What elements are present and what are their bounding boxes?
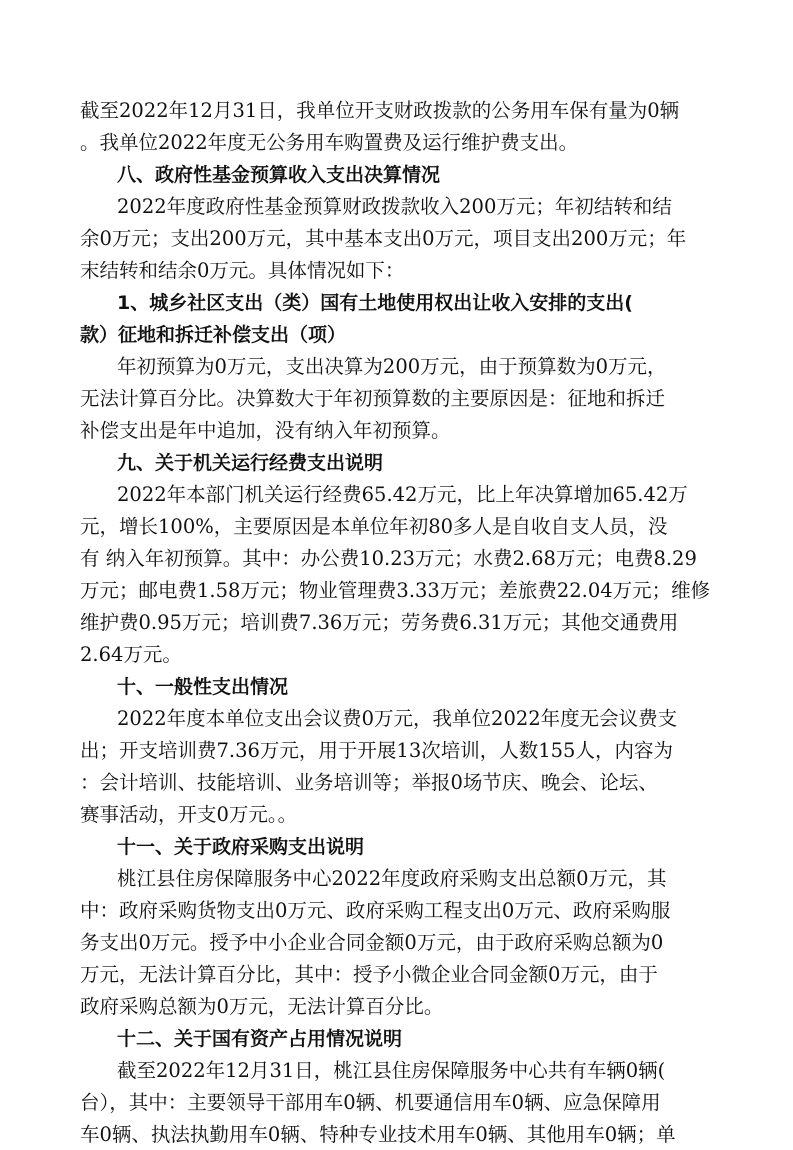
paragraph-line: 截至2022年12月31日，桃江县住房保障服务中心共有车辆0辆( <box>117 1059 666 1082</box>
paragraph-line: 2022年度本单位支出会议费0万元，我单位2022年度无会议费支 <box>117 707 678 730</box>
subsection-heading: 1、城乡社区支出（类）国有土地使用权出让收入安排的支出( <box>117 292 633 314</box>
paragraph-line: 出；开支培训费7.36万元，用于开展13次培训，人数155人，内容为 <box>80 739 673 762</box>
paragraph-line: 余0万元；支出200万元，其中基本支出0万元，项目支出200万元；年 <box>80 227 687 250</box>
paragraph-line: 万元；邮电费1.58万元；物业管理费3.33万元；差旅费22.04万元；维修 <box>80 579 711 602</box>
section-heading: 十二、关于国有资产占用情况说明 <box>117 1028 403 1050</box>
paragraph-line: 车0辆、执法执勤用车0辆、特种专业技术用车0辆、其他用车0辆；单 <box>80 1123 676 1146</box>
paragraph-line: 元，增长100%，主要原因是本单位年初80多人是自收自支人员，没 <box>80 515 668 538</box>
paragraph-line: 务支出0万元。授予中小企业合同金额0万元，由于政府采购总额为0 <box>80 931 664 954</box>
section-heading: 十、一般性支出情况 <box>117 676 289 698</box>
paragraph-line: 年初预算为0万元，支出决算为200万元，由于预算数为0万元， <box>117 355 667 378</box>
paragraph-line: 有 纳入年初预算。其中：办公费10.23万元；水费2.68万元；电费8.29 <box>80 547 697 570</box>
paragraph-line: 维护费0.95万元；培训费7.36万元；劳务费6.31万元；其他交通费用 <box>80 611 679 634</box>
paragraph-line: 2.64万元。 <box>80 643 182 666</box>
paragraph-line: 2022年度政府性基金预算财政拨款收入200万元；年初结转和结 <box>117 195 672 218</box>
paragraph-line: 末结转和结余0万元。具体情况如下： <box>80 259 405 282</box>
paragraph-line: 中：政府采购货物支出0万元、政府采购工程支出0万元、政府采购服 <box>80 899 671 922</box>
paragraph-line: 。我单位2022年度无公务用车购置费及运行维护费支出。 <box>80 131 579 154</box>
paragraph-line: 台），其中：主要领导干部用车0辆、机要通信用车0辆、应急保障用 <box>80 1091 661 1114</box>
paragraph-line: 万元，无法计算百分比，其中：授予小微企业合同金额0万元，由于 <box>80 963 658 986</box>
paragraph-line: 政府采购总额为0万元，无法计算百分比。 <box>80 995 444 1018</box>
section-heading: 十一、关于政府采购支出说明 <box>117 836 365 858</box>
paragraph-line: 补偿支出是年中追加，没有纳入年初预算。 <box>80 419 451 442</box>
paragraph-line: 截至2022年12月31日，我单位开支财政拨款的公务用车保有量为0辆 <box>80 99 680 122</box>
paragraph-line: 赛事活动，开支0万元。。 <box>80 803 298 826</box>
section-heading: 九、关于机关运行经费支出说明 <box>117 452 384 474</box>
paragraph-line: 无法计算百分比。决算数大于年初预算数的主要原因是：征地和拆迁 <box>80 387 666 410</box>
section-heading: 八、政府性基金预算收入支出决算情况 <box>117 164 441 186</box>
subsection-heading: 款）征地和拆迁补偿支出（项） <box>80 324 347 346</box>
paragraph-line: 桃江县住房保障服务中心2022年度政府采购支出总额0万元，其 <box>117 867 667 890</box>
paragraph-line: 2022年本部门机关运行经费65.42万元，比上年决算增加65.42万 <box>117 483 688 506</box>
paragraph-line: ：会计培训、技能培训、业务培训等；举报0场节庆、晚会、论坛、 <box>80 771 658 794</box>
